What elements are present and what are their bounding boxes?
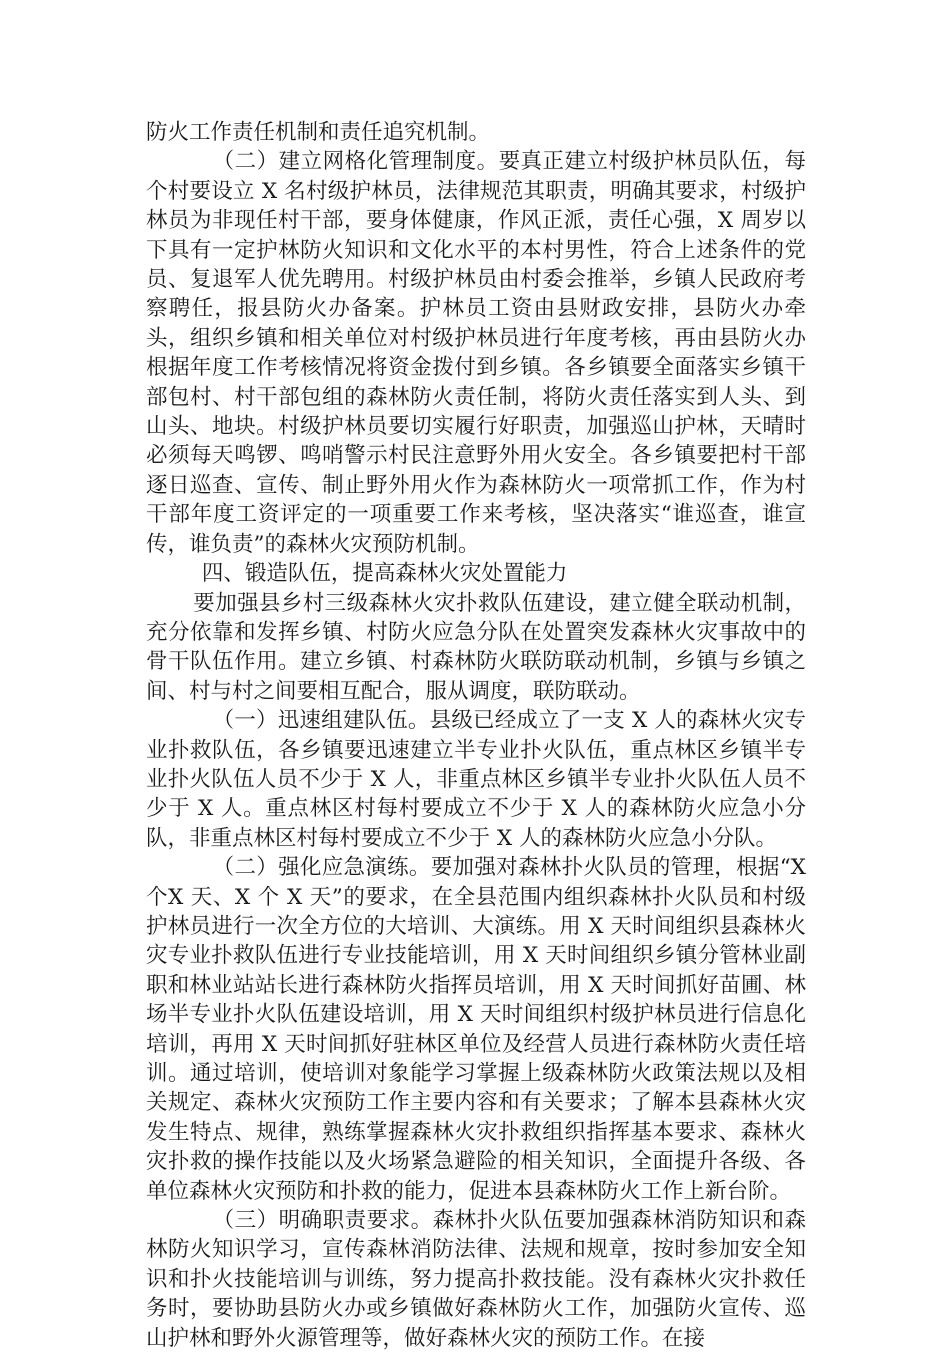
- paragraph-grid-management: （二）建立网格化管理制度。要真正建立村级护林员队伍，每个村要设立 X 名村级护林员，法律规范其职责，明确其要求，村级护林员为非现任村干部，要身体健康，作风正派，责任心强，X 周岁以下具有一定护林防火知识和文化水平的本村男性，符合上述条件的党员、复退军人优先聘用。村级护林员由村委会推举，乡镇人民政府考察聘任，报县防火办备案。护林员工资由县财政安排，县防火办牵头，组织乡镇和相关单位对村级护林员进行年度考核，再由县防火办根据年度工作考核情况将资金拨付到乡镇。各乡镇要全面落实乡镇干部包村、村干部包组的森林防火责任制，将防火责任落实到人头、到山头、地块。村级护林员要切实履行好职责，加强巡山护林，天晴时必须每天鸣锣、鸣哨警示村民注意野外用火安全。各乡镇要把村干部逐日巡查、宣传、制止野外用火作为森林防火一项常抓工作，作为村干部年度工资评定的一项重要工作来考核，坚决落实“谁巡查，谁宣传，谁负责”的森林火灾预防机制。: [146, 149, 806, 557]
- paragraph-form-teams: （一）迅速组建队伍。县级已经成立了一支 X 人的森林火灾专业扑救队伍，各乡镇要迅速建立半专业扑火队伍，重点林区乡镇半专业扑火队伍人员不少于 X 人，非重点林区乡镇半专业扑火队伍人员不少于 X 人。重点林区村每村要成立不少于 X 人的森林防火应急小分队，非重点林区村每村要成立不少于 X 人的森林防火应急小分队。: [146, 708, 806, 851]
- paragraph-three-level-teams: 要加强县乡村三级森林火灾扑救队伍建设，建立健全联动机制，充分依靠和发挥乡镇、村防火应急分队在处置突发森林火灾事故中的骨干队伍作用。建立乡镇、村森林防火联防联动机制，乡镇与乡镇之间、村与村之间要相互配合，服从调度，联防联动。: [146, 590, 806, 704]
- paragraph-duty-requirements: （三）明确职责要求。森林扑火队伍要加强森林消防知识和森林防火知识学习，宣传森林消防法律、法规和规章，按时参加安全知识和扑火技能培训与训练，努力提高扑救技能。没有森林火灾扑救任务时，要协助县防火办或乡镇做好森林防火工作，加强防火宣传、巡山护林和野外火源管理等，做好森林火灾的预防工作。在接: [146, 1208, 806, 1351]
- paragraph-emergency-drills: （二）强化应急演练。要加强对森林扑火队员的管理，根据“X 个X 天、X 个 X 天”的要求，在全县范围内组织森林扑火队员和村级护林员进行一次全方位的大培训、大演练。用 X 天时间组织县森林火灾专业扑救队伍进行专业技能培训，用 X 天时间组织乡镇分管林业副职和林业站站长进行森林防火指挥员培训，用 X 天时间抓好苗圃、林场半专业扑火队伍建设培训，用 X 天时间组织村级护林员进行信息化培训，再用 X 天时间抓好驻林区单位及经营人员进行森林防火责任培训。通过培训，使培训对象能学习掌握上级森林防火政策法规以及相关规定、森林火灾预防工作主要内容和有关要求；了解本县森林火灾发生特点、规律，熟练掌握森林火灾扑救组织指挥基本要求、森林火灾扑救的操作技能以及火场紧急避险的相关知识，全面提升各级、各单位森林火灾预防和扑救的能力，促进本县森林防火工作上新台阶。: [146, 855, 806, 1204]
- document-body: [146, 118, 806, 1353]
- section-heading-team-building: 四、锻造队伍，提高森林火灾处置能力: [201, 561, 568, 587]
- paragraph-continuation: 防火工作责任机制和责任追究机制。: [146, 120, 491, 145]
